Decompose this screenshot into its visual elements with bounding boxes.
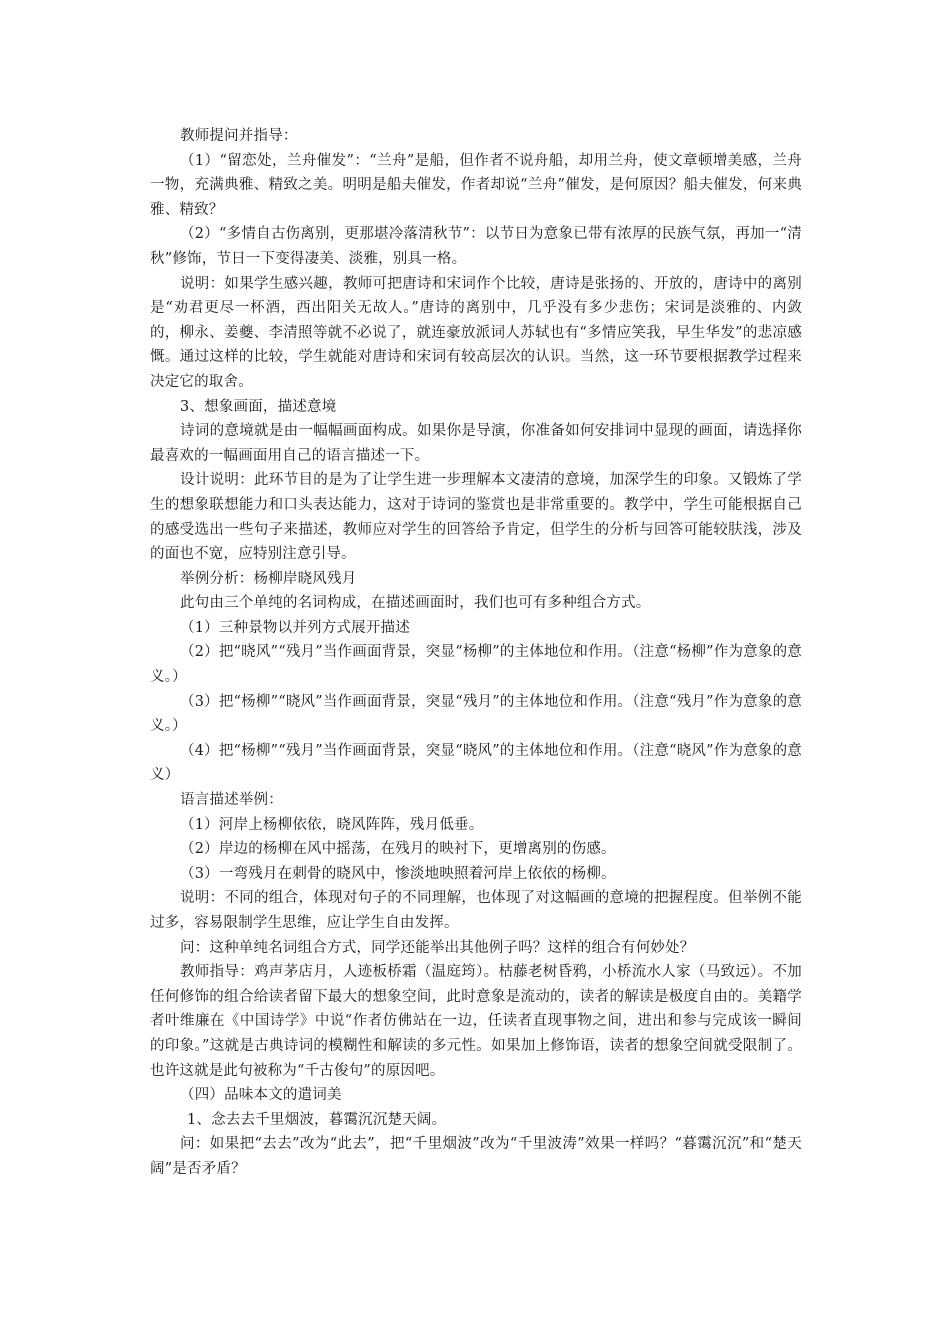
document-page [150, 124, 802, 1182]
list-item: （4）把“杨柳”“残月”当作画面背景，突显“晓风”的主体地位和作用。（注意“晓风”作为意象的意义） [150, 742, 802, 784]
paragraph: 问：如果把“去去”改为“此去”，把“千里烟波”改为“千里波涛”效果一样吗？“暮霭沉沉”和“楚天阔”是否矛盾？ [150, 1136, 802, 1177]
paragraph: 教师提问并指导： [180, 128, 298, 144]
paragraph: 问：这种单纯名词组合方式，同学还能举出其他例子吗？这样的组合有何妙处？ [180, 939, 695, 956]
paragraph: （1）“留恋处，兰舟催发”：“兰舟”是船，但作者不说舟船，却用兰舟，使文章顿增美感，兰舟一物，充满典雅、精致之美。明明是船夫催发，作者却说“兰舟”催发，是何原因？船夫催发，何来典雅、精致？ [150, 152, 802, 218]
section-heading: （四）品味本文的遣词美 [180, 1087, 342, 1104]
list-item: （3）把“杨柳”“晓风”当作画面背景，突显“残月”的主体地位和作用。（注意“残月”作为意象的意义。） [150, 693, 802, 735]
paragraph: 语言描述举例： [180, 792, 283, 809]
section-heading: 3、想象画面，描述意境 [180, 398, 337, 415]
paragraph: （2）“多情自古伤离别，更那堪冷落清秋节”：以节日为意象已带有浓厚的民族气氛，再加一“清秋”修饰，节日一下变得凄美、淡雅，别具一格。 [150, 226, 802, 267]
list-item: （2）把“晓风”“残月”当作画面背景，突显“杨柳”的主体地位和作用。（注意“杨柳”作为意象的意义。） [150, 644, 802, 686]
paragraph: 教师指导：鸡声茅店月，人迹板桥霜（温庭筠）。枯藤老树昏鸦，小桥流水人家（马致远）。不加任何修饰的组合给读者留下最大的想象空间，此时意象是流动的，读者的解读是极度自由的。美籍学者叶维廉在《中国诗学》中说“作者仿佛站在一边，任读者直现事物之间，进出和参与完成该一瞬间的印象。”这就是古典诗词的模糊性和解读的多元性。如果加上修饰语，读者的想象空间就受限制了。也许这就是此句被称为“千古俊句”的原因吧。 [150, 964, 802, 1079]
paragraph: 诗词的意境就是由一幅幅画面构成。如果你是导演，你准备如何安排词中显现的画面，请选择你最喜欢的一幅画面用自己的语言描述一下。 [150, 423, 802, 464]
list-item: （3）一弯残月在刺骨的晓风中，惨淡地映照着河岸上依依的杨柳。 [180, 865, 616, 882]
paragraph: 说明：如果学生感兴趣，教师可把唐诗和宋词作个比较，唐诗是张扬的、开放的，唐诗中的离别是“劝君更尽一杯酒，西出阳关无故人。”唐诗的离别中，几乎没有多少悲伤；宋词是淡雅的、内敛的，柳永、姜夔、李清照等就不必说了，就连豪放派词人苏轼也有“多情应笑我，早生华发”的悲凉感慨。通过这样的比较，学生就能对唐诗和宋词有较高层次的认识。当然，这一环节要根据教学过程来决定它的取舍。 [150, 275, 802, 390]
list-item: （2）岸边的杨柳在风中摇荡，在残月的映衬下，更增离别的伤感。 [180, 841, 616, 858]
list-item: （1）三种景物以并列方式展开描述 [180, 619, 410, 636]
paragraph: 举例分析：杨柳岸晓风残月 [180, 570, 357, 587]
subsection-heading: 1、念去去千里烟波，暮霭沉沉楚天阔。 [187, 1111, 447, 1128]
paragraph: 此句由三个单纯的名词构成，在描述画面时，我们也可有多种组合方式。 [180, 595, 651, 612]
paragraph: 设计说明：此环节目的是为了让学生进一步理解本文凄清的意境，加深学生的印象。又锻炼了学生的想象联想能力和口头表达能力，这对于诗词的鉴赏也是非常重要的。教学中，学生可能根据自己的感受选出一些句子来描述，教师应对学生的回答给予肯定，但学生的分析与回答可能较肤浅，涉及的面也不宽，应特别注意引导。 [150, 472, 802, 563]
list-item: （1）河岸上杨柳依依，晓风阵阵，残月低垂。 [180, 816, 484, 833]
paragraph: 说明：不同的组合，体现对句子的不同理解，也体现了对这幅画的意境的把握程度。但举例不能过多，容易限制学生思维，应让学生自由发挥。 [150, 890, 802, 931]
